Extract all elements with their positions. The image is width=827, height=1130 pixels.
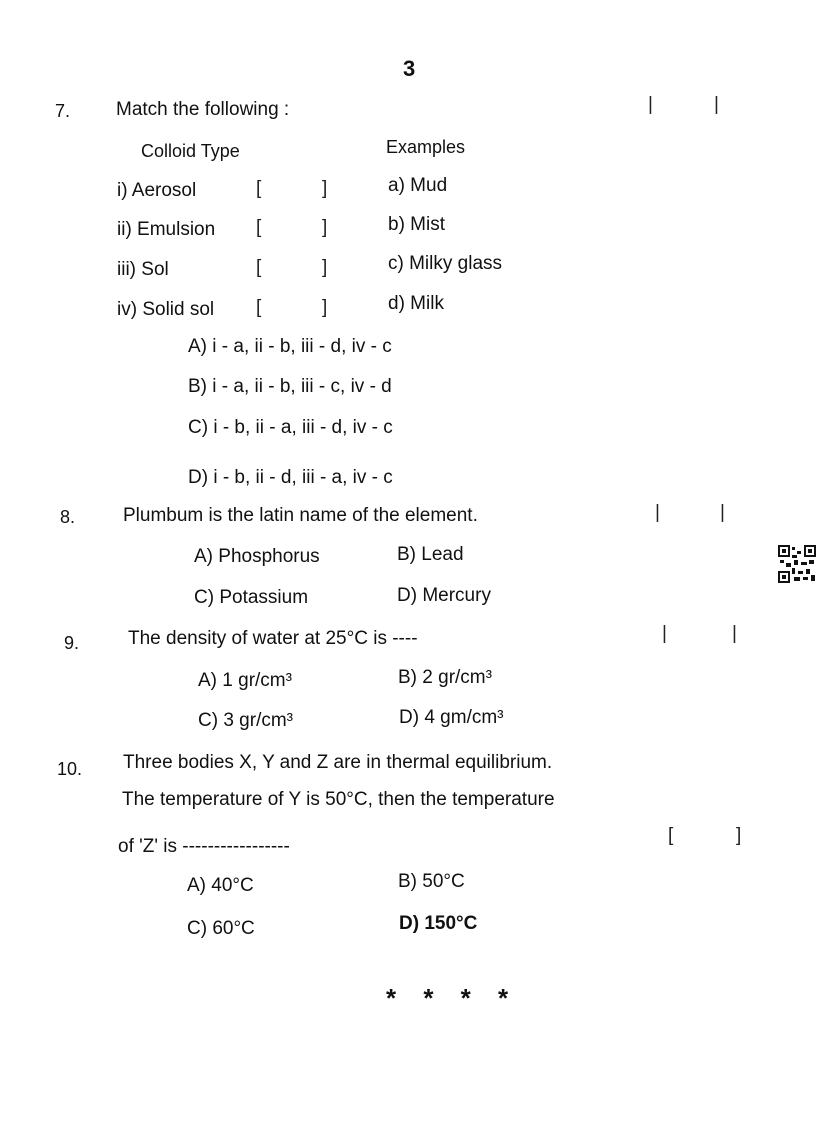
q7-row-1-type: i) Aerosol bbox=[117, 180, 197, 201]
q7-row-4-bracket-open: [ bbox=[256, 297, 262, 318]
q10-question-line-2: The temperature of Y is 50°C, then the temperature bbox=[122, 789, 555, 810]
q8-question: Plumbum is the latin name of the element. bbox=[123, 505, 478, 526]
q7-row-3-bracket-open: [ bbox=[256, 257, 262, 278]
q8-answer-bracket-open: | bbox=[655, 502, 660, 523]
q8-option-d: D) Mercury bbox=[397, 585, 491, 606]
q7-answer-bracket-close: | bbox=[714, 94, 719, 115]
q7-option-b: B) i - a, ii - b, iii - c, iv - d bbox=[188, 376, 392, 397]
q10-option-a: A) 40°C bbox=[187, 875, 254, 896]
q9-option-b: B) 2 gr/cm³ bbox=[398, 667, 492, 688]
q7-row-3-example: c) Milky glass bbox=[388, 253, 503, 274]
q9-answer-bracket-open: | bbox=[662, 623, 667, 644]
q9-option-a: A) 1 gr/cm³ bbox=[198, 670, 292, 691]
q9-answer-bracket-close: | bbox=[732, 623, 737, 644]
q8-answer-bracket-close: | bbox=[720, 502, 725, 523]
q7-column-examples-header: Examples bbox=[386, 137, 466, 157]
q10-question-line-3: of 'Z' is ----------------- bbox=[118, 836, 290, 857]
q7-row-1-bracket-open: [ bbox=[256, 178, 262, 199]
page-number: 3 bbox=[403, 56, 416, 81]
q7-row-2-bracket-close: ] bbox=[322, 217, 328, 238]
q7-option-d: D) i - b, ii - d, iii - a, iv - c bbox=[188, 467, 393, 488]
q7-row-3-bracket-close: ] bbox=[322, 257, 328, 278]
q7-question: Match the following : bbox=[116, 99, 290, 120]
q9-option-d: D) 4 gm/cm³ bbox=[399, 707, 504, 728]
q10-answer-bracket-open: [ bbox=[668, 825, 674, 846]
q8-option-b: B) Lead bbox=[397, 544, 464, 565]
q7-row-3-type: iii) Sol bbox=[117, 259, 169, 280]
q10-option-c: C) 60°C bbox=[187, 918, 255, 939]
q7-row-1-bracket-close: ] bbox=[322, 178, 328, 199]
q10-question-line-1: Three bodies X, Y and Z are in thermal equilibrium. bbox=[123, 752, 553, 773]
q7-option-c: C) i - b, ii - a, iii - d, iv - c bbox=[188, 417, 393, 438]
q7-row-2-example: b) Mist bbox=[388, 214, 445, 235]
end-of-paper-stars: * * * * bbox=[386, 983, 519, 1013]
q7-number: 7. bbox=[55, 101, 71, 121]
q9-question: The density of water at 25°C is ---- bbox=[128, 628, 418, 649]
q7-row-2-bracket-open: [ bbox=[256, 217, 262, 238]
q10-option-b: B) 50°C bbox=[398, 871, 465, 892]
q7-row-1-example: a) Mud bbox=[388, 175, 448, 196]
qr-code-icon bbox=[778, 545, 816, 583]
q7-answer-bracket-open: | bbox=[648, 94, 653, 115]
q10-option-d: D) 150°C bbox=[399, 913, 478, 934]
q8-option-a: A) Phosphorus bbox=[194, 546, 320, 567]
q10-answer-bracket-close: ] bbox=[736, 825, 742, 846]
q8-number: 8. bbox=[60, 507, 76, 527]
q9-number: 9. bbox=[64, 633, 80, 653]
q10-number: 10. bbox=[57, 759, 83, 779]
q9-option-c: C) 3 gr/cm³ bbox=[198, 710, 293, 731]
q7-row-4-type: iv) Solid sol bbox=[117, 299, 215, 320]
q7-column-type-header: Colloid Type bbox=[141, 141, 240, 161]
q7-row-4-example: d) Milk bbox=[388, 293, 444, 314]
q8-option-c: C) Potassium bbox=[194, 587, 309, 608]
q7-option-a: A) i - a, ii - b, iii - d, iv - c bbox=[188, 336, 392, 357]
q7-row-2-type: ii) Emulsion bbox=[117, 219, 216, 240]
q7-row-4-bracket-close: ] bbox=[322, 297, 328, 318]
